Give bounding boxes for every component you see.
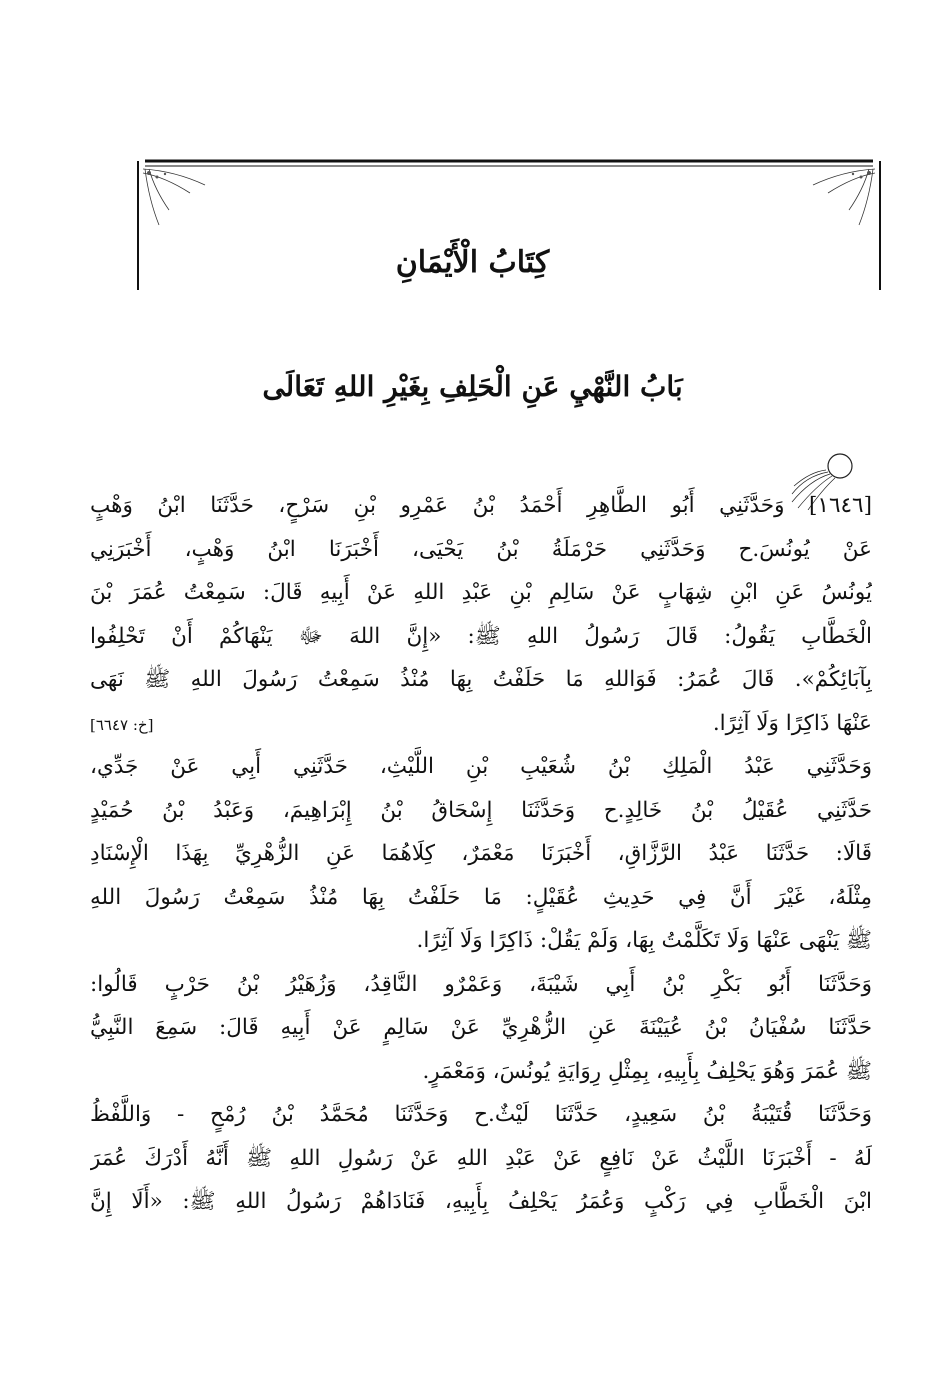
text-line: يُونُسُ عَنِ ابْنِ شِهَابٍ عَنْ سَالِمِ بْنِ عَبْدِ اللهِ عَنْ أَبِيهِ قَالَ: سَمِعْتُ عُمَرَ بْنَ [90, 580, 872, 605]
text-line: وَحَدَّثَنَا أَبُو بَكْرِ بْنُ أَبِي شَيْبَةَ، وَعَمْرٌو النَّاقِدُ، وَزُهَيْرُ بْنُ حَرْبٍ قَالُوا: [90, 971, 872, 997]
text-line: وَحَدَّثَنِي عَبْدُ الْمَلِكِ بْنُ شُعَيْبِ بْنِ اللَّيْثِ، حَدَّثَنِي أَبِي عَنْ جَدِّي، [90, 754, 872, 779]
hadith-text [90, 484, 872, 1224]
book-title: كِتَابُ الْأَيْمَانِ [395, 245, 550, 280]
text-line: ﷺ يَنْهَى عَنْهَا وَلَا تَكَلَّمْتُ بِهَا، وَلَمْ يَقُلْ: ذَاكِرًا وَلَا آثِرًا. [416, 928, 872, 953]
text-line: قَالَا: حَدَّثَنَا عَبْدُ الرَّزَّاقِ، أَخْبَرَنَا مَعْمَرٌ، كِلَاهُمَا عَنِ الزُّهْرِيِّ بِهَذَا الْإِسْنَادِ [90, 841, 872, 866]
text-line-with-reference [90, 702, 872, 746]
text-line: وَحَدَّثَنَا قُتَيْبَةُ بْنُ سَعِيدٍ، حَدَّثَنَا لَيْثٌ.ح وَحَدَّثَنَا مُحَمَّدُ بْنُ رُمْحٍ - وَاللَّفْظُ [90, 1102, 872, 1127]
text-line: [١٦٤٦] وَحَدَّثَنِي أَبُو الطَّاهِرِ أَحْمَدُ بْنُ عَمْرِو بْنِ سَرْحٍ، حَدَّثَنَا ابْنُ وَهْبٍ [90, 493, 872, 518]
bukhari-reference: [خ: ٦٦٤٧] [90, 715, 154, 734]
text-line: ﷺ عُمَرَ وَهُوَ يَحْلِفُ بِأَبِيهِ، بِمِثْلِ رِوَايَةِ يُونُسَ، وَمَعْمَرٍ. [422, 1058, 872, 1084]
text-line: ابْنَ الْخَطَّابِ فِي رَكْبٍ وَعُمَرُ يَحْلِفُ بِأَبِيهِ، فَنَادَاهُمْ رَسُولُ اللهِ ﷺ: «أَلَا إِنَّ [90, 1189, 872, 1214]
text-line: عَنْهَا ذَاكِرًا وَلَا آثِرًا. [712, 710, 872, 736]
text-line: مِثْلَهُ، غَيْرَ أَنَّ فِي حَدِيثِ عُقَيْلٍ: مَا حَلَفْتُ بِهَا مُنْذُ سَمِعْتُ رَسُولَ اللهِ [90, 884, 872, 910]
text-line: الْخَطَّابِ يَقُولُ: قَالَ رَسُولُ اللهِ ﷺ: «إِنَّ اللهَ ﷻ يَنْهَاكُمْ أَنْ تَحْلِفُوا [90, 623, 872, 649]
text-line: حَدَّثَنَا سُفْيَانُ بْنُ عُيَيْنَةَ عَنِ الزُّهْرِيِّ عَنْ سَالِمٍ عَنْ أَبِيهِ قَالَ: سَمِعَ النَّبِيُّ [90, 1015, 872, 1040]
chapter-title: بَابُ النَّهْيِ عَنِ الْحَلِفِ بِغَيْرِ اللهِ تَعَالَى [262, 370, 683, 403]
text-line: لَهُ - أَخْبَرَنَا اللَّيْثُ عَنْ نَافِعٍ عَنْ عَبْدِ اللهِ عَنْ رَسُولِ اللهِ ﷺ أَنَّهُ أَدْرَكَ عُمَرَ [90, 1145, 872, 1171]
text-line: بِآبَائِكُمْ». قَالَ عُمَرُ: فَوَاللهِ مَا حَلَفْتُ بِهَا مُنْذُ سَمِعْتُ رَسُولَ اللهِ ﷺ نَهَى [90, 667, 872, 692]
text-line: حَدَّثَنِي عُقَيْلُ بْنُ خَالِدٍ.ح وَحَدَّثَنَا إِسْحَاقُ بْنُ إِبْرَاهِيمَ، وَعَبْدُ بْنُ حُمَيْدٍ [90, 797, 872, 823]
text-line: عَنْ يُونُسَ.ح وَحَدَّثَنِي حَرْمَلَةُ بْنُ يَحْيَى، أَخْبَرَنَا ابْنُ وَهْبٍ، أَخْبَرَنِي [90, 536, 872, 562]
